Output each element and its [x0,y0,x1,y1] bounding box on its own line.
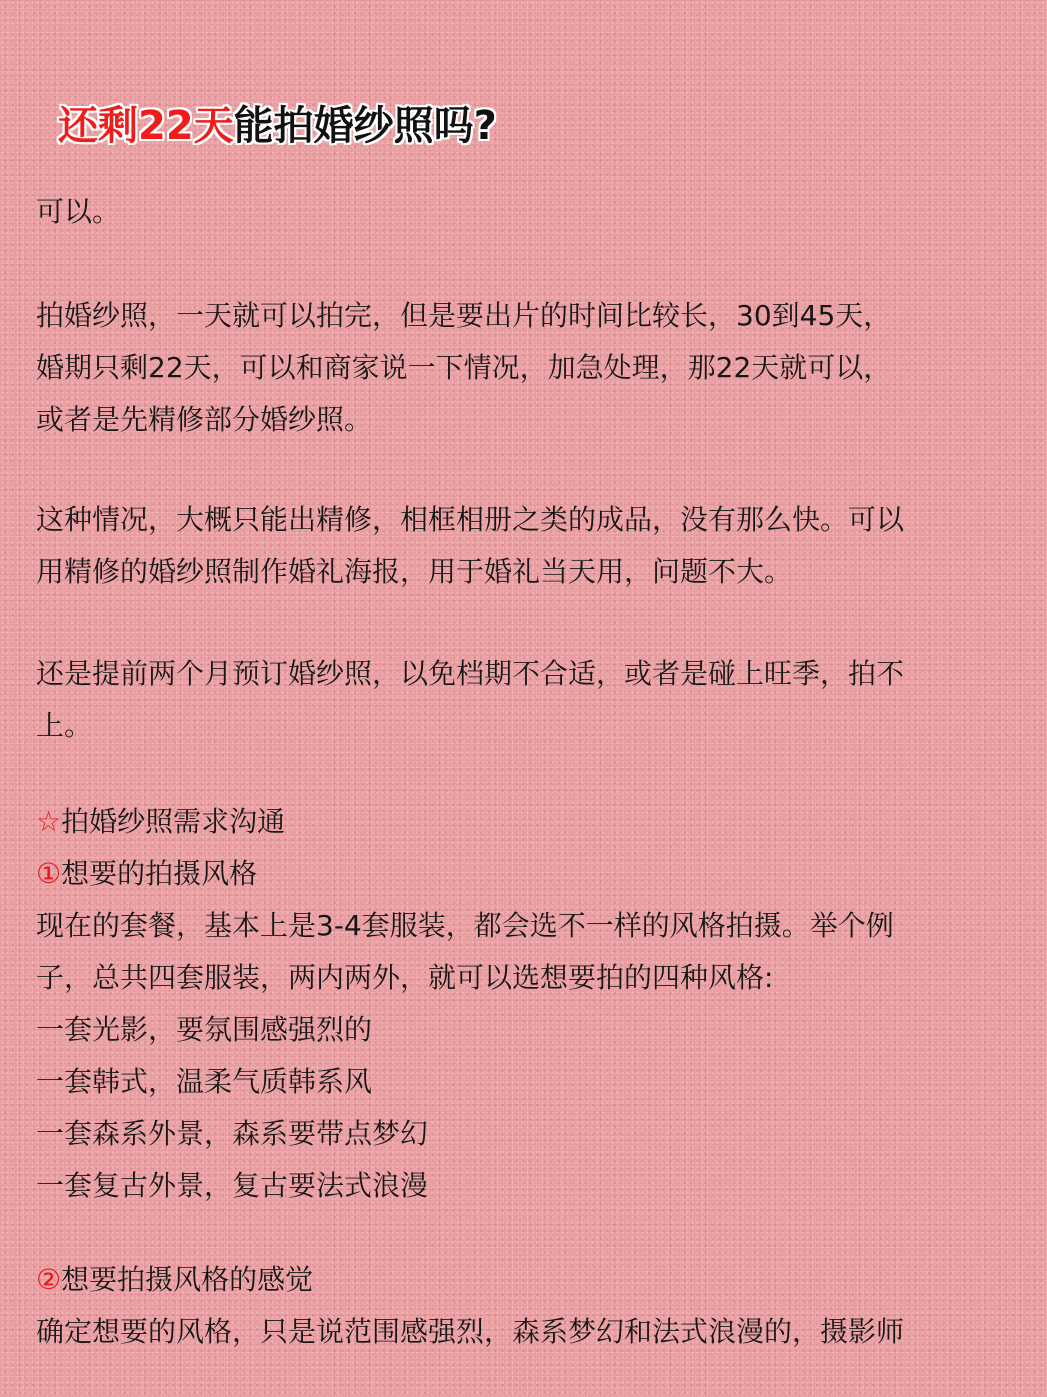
item-1-heading [36,848,996,900]
paragraph-2-line: 这种情况，大概只能出精修，相框相册之类的成品，没有那么快。可以 [36,503,905,536]
section-block [36,796,996,1212]
paragraph-1-line: 或者是先精修部分婚纱照。 [36,403,373,436]
page-title [58,98,497,154]
paragraph-1-line: 婚期只剩22天，可以和商家说一下情况，加急处理，那22天就可以， [36,351,892,384]
item-2-line: 确定想要的风格，只是说范围感强烈，森系梦幻和法式浪漫的，摄影师 [36,1315,905,1348]
item-1-line: 一套韩式，温柔气质韩系风 [36,1065,373,1098]
paragraph-3 [36,648,996,752]
item-1-line: 一套光影，要氛围感强烈的 [36,1013,373,1046]
paragraph-3-line: 上。 [36,709,93,742]
paragraph-1-line: 拍婚纱照，一天就可以拍完，但是要出片的时间比较长，30到45天， [36,299,892,332]
item-1-line: 子，总共四套服装，两内两外，就可以选想要拍的四种风格: [36,961,774,994]
item-1-line: 一套复古外景，复古要法式浪漫 [36,1169,429,1202]
intro-paragraph: 可以。 [36,195,121,228]
circled-number-1-icon: ① [36,857,62,890]
section-heading-text: 拍婚纱照需求沟通 [61,805,286,838]
item-2-block [36,1254,996,1358]
paragraph-3-line: 还是提前两个月预订婚纱照，以免档期不合适，或者是碰上旺季，拍不 [36,657,905,690]
title-highlight: 还剩22天 [58,103,234,149]
section-heading [36,796,996,848]
star-icon: ☆ [36,805,62,838]
item-2-heading-text: 想要拍摄风格的感觉 [61,1263,314,1296]
item-1-line: 现在的套餐，基本上是3-4套服装，都会选不一样的风格拍摄。举个例 [36,909,894,942]
item-1-heading-text: 想要的拍摄风格 [61,857,258,890]
paragraph-2-line: 用精修的婚纱照制作婚礼海报，用于婚礼当天用，问题不大。 [36,555,793,588]
item-2-heading [36,1254,996,1306]
item-1-line: 一套森系外景，森系要带点梦幻 [36,1117,429,1150]
circled-number-2-icon: ② [36,1263,62,1296]
title-rest: 能拍婚纱照吗? [233,103,497,149]
paragraph-1 [36,290,996,446]
paragraph-2 [36,494,996,598]
